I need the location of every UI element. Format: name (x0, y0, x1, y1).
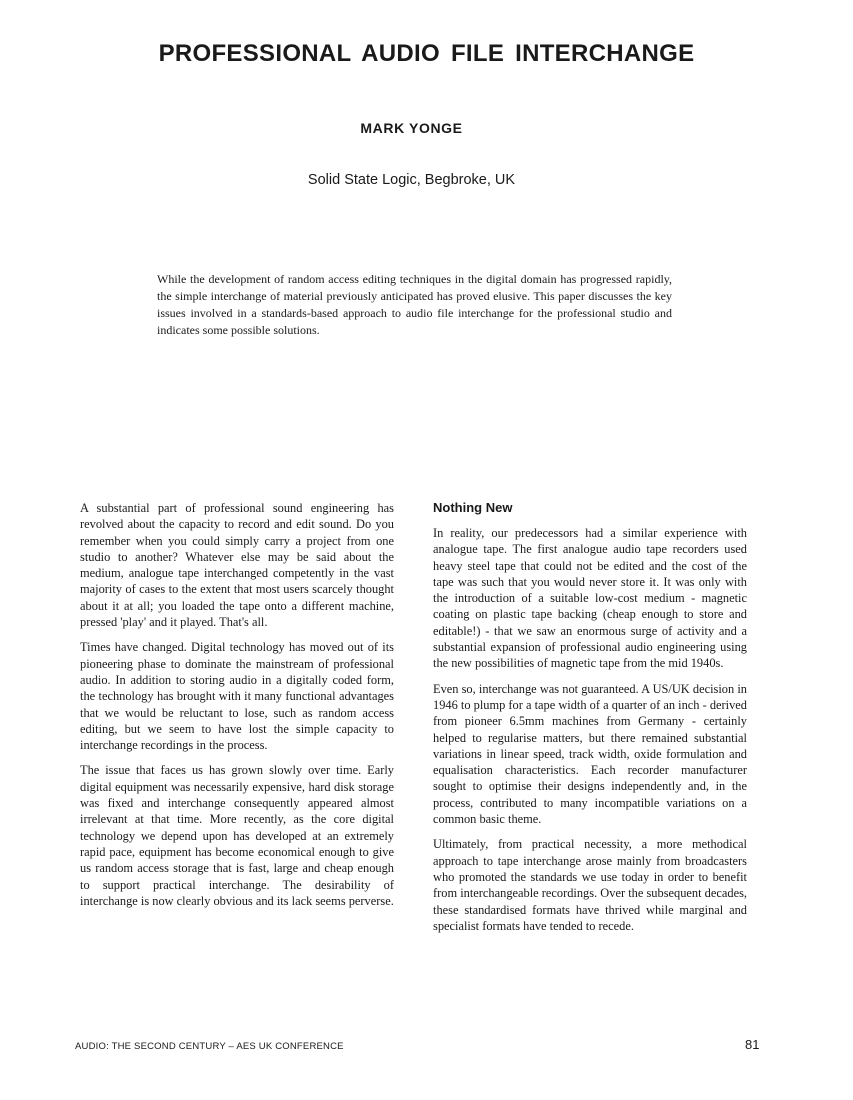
page-number: 81 (745, 1037, 760, 1052)
footer-conference: AUDIO: THE SECOND CENTURY – AES UK CONFERENCE (75, 1041, 344, 1052)
body-left-column (80, 500, 394, 918)
body-paragraph: In reality, our predecessors had a similar experience with analogue tape. The first analogue audio tape recorders used heavy steel tape that could not be edited and the cost of the tape was such that you would never store it. It was only with the introduction of a suitable low-cost medium - magnetic coating on plastic tape backing (cheap enough to store and editable!) - that we saw an enormous surge of activity and a substantial expansion of professional audio engineering using the new possibilities of magnetic tape from the mid 1940s. (433, 526, 747, 671)
body-paragraph: A substantial part of professional sound engineering has revolved about the capacity to record and edit sound. Do you remember when you could simply carry a project from one studio to another? Whatever else may be said about the medium, analogue tape interchanged competently in the vast majority of cases to the extent that most users scarcely thought about it at all; you loaded the tape onto a different machine, pressed 'play' and it played. That's all. (80, 501, 394, 630)
author-affiliation: Solid State Logic, Begbroke, UK (307, 172, 516, 188)
author-name: MARK YONGE (360, 120, 463, 136)
body-paragraph: Times have changed. Digital technology has moved out of its pioneering phase to dominate the mainstream of professional audio. In addition to storing audio in a digitally coded form, the technology has brought with it many functional advantages that we would be reluctant to lose, such as random access editing, but we seem to have lost the simple capacity to interchange recordings in the process. (80, 640, 394, 753)
abstract: While the development of random access editing techniques in the digital domain has progressed rapidly, the simple interchange of material previously anticipated has proved elusive. This paper discusses the key issues involved in a standards-based approach to audio file interchange for the professional studio and indicates some possible solutions. (157, 272, 672, 337)
body-right-column (433, 500, 747, 943)
section-heading: Nothing New (433, 500, 513, 515)
body-paragraph: Ultimately, from practical necessity, a more methodical approach to tape interchange arose mainly from broadcasters who promoted the standards we use today in order to benefit from interchangeable recordings. Over the subsequent decades, these standardised formats have thrived while marginal and specialist formats have tended to recede. (433, 837, 747, 933)
body-paragraph: The issue that faces us has grown slowly over time. Early digital equipment was necessarily expensive, hard disk storage was fixed and interchange consequently appeared almost irrelevant at that time. More recently, as the core digital technology we depend upon has developed at an extremely rapid pace, equipment has become economical enough to give us random access storage that is fast, large and cheap enough to support practical interchange. The desirability of interchange is now clearly obvious and its lack seems perverse. (80, 763, 394, 908)
paper-title: PROFESSIONAL AUDIO FILE INTERCHANGE (158, 40, 695, 68)
body-paragraph: Even so, interchange was not guaranteed. A US/UK decision in 1946 to plump for a tape width of a quarter of an inch - derived from pioneer 6.5mm machines from Germany - certainly helped to regularise matters, but there remained substantial variations in linear speed, track width, oxide formulation and equalisation characteristics. Each recorder manufacturer sought to optimise their designs independently and, in the process, contributed to many incompatible variations on a common basic theme. (433, 681, 747, 827)
